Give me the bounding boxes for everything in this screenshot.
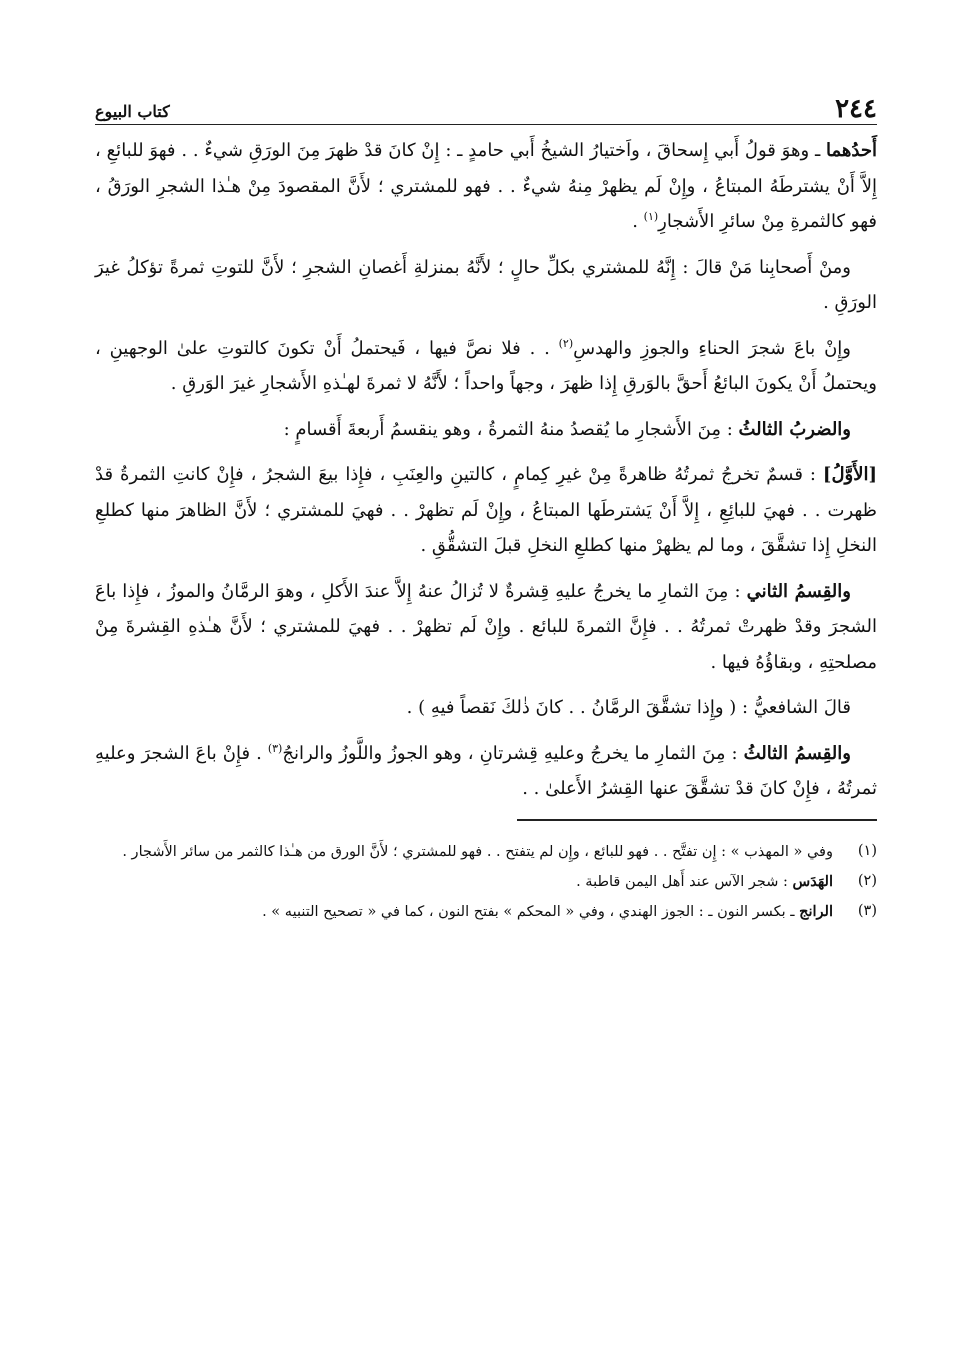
footnote-2 xyxy=(95,869,877,895)
footnote-ref-1[interactable]: (١) xyxy=(643,210,659,223)
paragraph-text: ـ وهوَ قولُ أَبي إِسحاقَ ، واَختيارُ الشيخُ أَبي حامدٍ ـ : إِنْ كانَ قدْ ظهرَ مِنَ الورَقِ شيءٌ . . فهوَ للبائعِ ، إِلاَّ أَنْ يشترطَهُ المبتاعُ ، وإِنْ لَم يظهرْ مِنهُ شيءٌ . . فهو للمشتري ؛ لأَنَّ المقصودَ مِنْ هـٰذا الشجرِ الورَقُ ، فهو كالثمرةِ مِنْ سائرِ الأَشجارِ xyxy=(95,140,877,232)
paragraph-2 xyxy=(95,250,877,321)
footnote-3 xyxy=(95,899,877,925)
paragraph-text: وإِنْ باعَ شجرَ الحناءِ والجوزِ والهدسِ xyxy=(573,337,851,359)
footnote-term: الهَدَس xyxy=(792,872,833,890)
footnote-text xyxy=(95,899,833,925)
paragraph-text: : قسمٌ تخرجُ ثمرتُهُ ظاهرةً مِنْ غيرِ كِمامٍ ، كالتينِ والعِنَبِ ، فإِذا بيعَ الشجرُ ، فإِنْ كانتِ الثمرةُ قدْ ظهرت . . فهيَ للبائِعِ ، إِلاَّ أَنْ يَشترطَها المبتاعُ ، وإِنْ لَم تظهرْ . . فهيَ للمشتري ؛ لأَنَّ الظاهرَ منها كطلعِ النخلِ إِذا تشقَّقَ ، وما لم يظهرْ منها كطلعِ النخلِ قبلَ التشقُّقِ . xyxy=(95,464,877,556)
paragraph-lead: [الأَوَّلُ] xyxy=(822,464,877,485)
paragraph-6 xyxy=(95,574,877,681)
footnote-ref-3[interactable]: (٣) xyxy=(267,741,283,755)
footnote-number: (٣) xyxy=(857,902,877,919)
footnote-term: الرانج xyxy=(799,902,833,920)
footnote-1 xyxy=(95,839,877,865)
footnotes xyxy=(95,839,877,925)
paragraph-5 xyxy=(95,457,877,564)
book-title: كتاب البيوع xyxy=(95,102,170,121)
main-text xyxy=(95,133,877,807)
footnote-number: (١) xyxy=(857,842,877,859)
document-page xyxy=(95,88,877,929)
page-number: ٢٤٤ xyxy=(835,94,877,124)
paragraph-text: : مِنَ الثمارِ ما يخرجُ وعليهِ قِشرتانِ ، وهو الجوزُ واللَّوزُ والرانجُ xyxy=(282,742,744,764)
paragraph-text-end: . xyxy=(632,211,644,232)
paragraph-text: : مِنَ الثمارِ ما يخرجُ عليهِ قِشرةٌ لا تُزالُ عنهُ إِلاَّ عندَ الأَكلِ ، وهوَ الرمَّانُ والموزُ ، فإِذا باعَ الشجرَ وقدْ ظهرتْ ثمرتُهُ . . فإِنَّ الثمرةَ للبائع . وإِنْ لَم تظهرْ . . فهيَ للمشتري ؛ لأَنَّ هـٰذهِ القِشرةَ مِنْ مصلحتِهِ ، وبقاؤُهُ فيها . xyxy=(95,580,877,673)
footnote-number: (٢) xyxy=(857,872,877,889)
paragraph-8 xyxy=(95,736,877,807)
paragraph-text: قالَ الشافعيُّ : ( وإِذا تشقَّقَ الرمَّانُ . . كانَ ذٰلكَ نَقصاً فيهِ ) . xyxy=(406,697,851,718)
footnote-body: ـ بكسر النون ـ : الجوز الهندي ، وفي « المحكم » بفتح النون ، كما في « تصحيح التنبيه » . xyxy=(262,903,800,920)
footnote-text xyxy=(95,839,833,865)
paragraph-text-end: . . فلا نصَّ فيها ، فَيحتملُ أَنْ تكونَ كالتوتِ علىٰ الوجهينِ ، ويحتملُ أَنْ يكونَ البائعُ أَحقَّ بالوَرقِ إِذا ظهرَ ، وجهاً واحداً ؛ لأَنَّهُ لا ثمرةَ لهـٰذهِ الأَشجارِ غيرَ الوَرقِ . xyxy=(95,337,877,394)
paragraph-7 xyxy=(95,690,877,726)
footnote-text xyxy=(95,869,833,895)
paragraph-4 xyxy=(95,412,877,448)
paragraph-text: ومنْ أَصحابِنا مَنْ قالَ : إِنَّهُ للمشتري بكلِّ حالٍ ؛ لأَنَّهُ بمنزلةِ أَغصانِ الشجرِ ؛ لأَنَّ للتوتِ ثمرةً تؤكلُ غيرَ الورَقِ . xyxy=(95,256,877,313)
paragraph-lead: أَحدُهما xyxy=(826,140,877,161)
paragraph-text: : مِنَ الأَشجارِ ما يُقصدُ منهُ الثمرةُ ، وهو ينقسمُ أَربعةَ أَقسامٍ : xyxy=(283,418,739,440)
page-header xyxy=(95,88,877,125)
footnote-body: وفي « المهذب » : إِن تفتَّح . . فهو للبائع ، وإِن لم يتفتح . . فهو للمشتري ؛ لأَنَّ الورق من هـٰذا كالثمر من سائر الأَشجار . xyxy=(122,843,833,860)
footnote-body: : شجر الآس عند أَهل اليمن قاطبة . xyxy=(576,873,793,890)
paragraph-lead: والقِسمُ الثاني xyxy=(746,580,851,602)
paragraph-lead: والقِسمُ الثالثُ xyxy=(743,742,851,764)
footnote-divider xyxy=(517,819,877,821)
paragraph-3 xyxy=(95,331,877,402)
paragraph-1 xyxy=(95,133,877,240)
paragraph-lead: والضربُ الثالثُ xyxy=(738,418,851,440)
footnote-ref-2[interactable]: (٢) xyxy=(558,336,574,350)
paragraph-text-end: . فإِنْ باعَ الشجرَ وعليهِ ثمرتُهُ ، فإِنْ كانَ قدْ تشقَّقَ عنها القِشرُ الأَعلىٰ . . xyxy=(95,742,877,799)
